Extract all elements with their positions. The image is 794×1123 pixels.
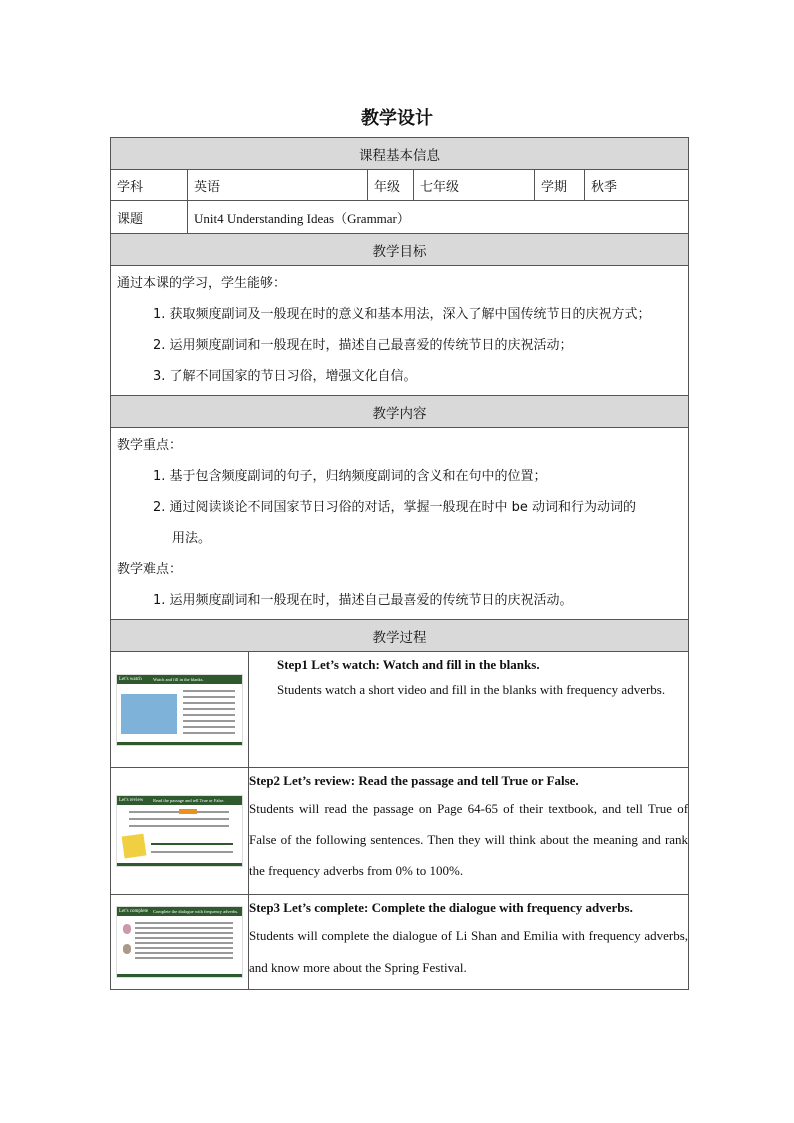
- step-text: Students will complete the dialogue of Li Shan and Emilia with frequency adverbs, and know more about the Spring Festival.: [249, 928, 689, 975]
- step3-row-cell: [111, 895, 689, 990]
- objectives-intro: 通过本课的学习，学生能够：: [117, 276, 287, 291]
- slide-content-lines: [121, 920, 238, 972]
- subject-label: 学科: [111, 170, 188, 201]
- term-label: 学期: [535, 170, 585, 201]
- grade-label: 年级: [368, 170, 414, 201]
- step2-row-cell: [111, 768, 689, 895]
- step-heading: Step1 Let’s watch: Watch and fill in the blanks.: [277, 657, 540, 672]
- objective-item: 3. 了解不同国家的节日习俗，增强文化自信。: [153, 369, 417, 384]
- slide-thumbnail: [116, 906, 243, 978]
- section-header-process: 教学过程: [111, 620, 689, 652]
- objective-item: 1. 获取频度副词及一般现在时的意义和基本用法，深入了解中国传统节日的庆祝方式；: [153, 307, 651, 322]
- lesson-plan-table: [110, 137, 689, 990]
- step1-description: [249, 652, 689, 767]
- subject-value: 英语: [188, 170, 368, 201]
- step-text: Students will read the passage on Page 64-65 of their textbook, and tell True of False of the following sentences. Then they will think about the meaning and rank the frequency adverbs from 0% to 100%.: [249, 801, 689, 878]
- step2-thumbnail-cell: [111, 768, 249, 894]
- slide-title: Watch and fill in the blanks.: [153, 676, 204, 682]
- content-cell: [111, 428, 689, 620]
- slide-footer-bar: [117, 974, 242, 977]
- slide-thumbnail: [116, 795, 243, 867]
- step3-thumbnail-cell: [111, 895, 249, 989]
- slide-tag: Let's watch: [119, 676, 142, 682]
- step2-row: [111, 768, 688, 894]
- topic-label: 课题: [111, 201, 188, 234]
- objectives-cell: [111, 266, 689, 396]
- slide-thumbnail: [116, 674, 243, 746]
- key-points-label: 教学重点：: [117, 438, 183, 453]
- section-header-content: 教学内容: [111, 396, 689, 428]
- slide-footer-bar: [117, 742, 242, 745]
- step3-row: [111, 895, 688, 989]
- step-heading: Step2 Let’s review: Read the passage and tell True or False.: [249, 773, 579, 788]
- slide-tag: Let's complete: [119, 909, 149, 914]
- slide-tag: Let's review: [119, 798, 144, 803]
- slide-title: Complete the dialogue with frequency adverbs.: [153, 909, 239, 914]
- difficult-points-label: 教学难点：: [117, 562, 183, 577]
- key-point-item: 1. 基于包含频度副词的句子，归纳频度副词的含义和在句中的位置；: [153, 469, 547, 484]
- step3-description: [249, 895, 689, 989]
- difficult-point-item: 1. 运用频度副词和一般现在时，描述自己最喜爱的传统节日的庆祝活动。: [153, 593, 573, 608]
- step-heading: Step3 Let’s complete: Complete the dialogue with frequency adverbs.: [249, 900, 633, 915]
- step2-description: [249, 768, 689, 894]
- step1-thumbnail-cell: [111, 652, 249, 767]
- document-title: 教学设计: [361, 108, 433, 129]
- term-value: 秋季: [585, 170, 689, 201]
- objective-item: 2. 运用频度副词和一般现在时，描述自己最喜爱的传统节日的庆祝活动；: [153, 338, 573, 353]
- slide-content-lines: [121, 688, 238, 740]
- step1-row-cell: [111, 652, 689, 768]
- section-header-objectives: 教学目标: [111, 234, 689, 266]
- slide-title: Read the passage and tell True or False.: [153, 798, 225, 803]
- topic-value: Unit4 Understanding Ideas（Grammar）: [188, 201, 689, 234]
- slide-footer-bar: [117, 863, 242, 866]
- key-point-item: 2. 通过阅读谈论不同国家节日习俗的对话，掌握一般现在时中 be 动词和行为动词的: [153, 500, 637, 515]
- grade-value: 七年级: [414, 170, 535, 201]
- step1-row: [111, 652, 688, 767]
- section-header-basic-info: 课程基本信息: [111, 138, 689, 170]
- key-point-item-continuation: 用法。: [172, 531, 212, 546]
- step-text: Students watch a short video and fill in the blanks with frequency adverbs.: [277, 682, 666, 697]
- slide-content-lines: [121, 809, 238, 861]
